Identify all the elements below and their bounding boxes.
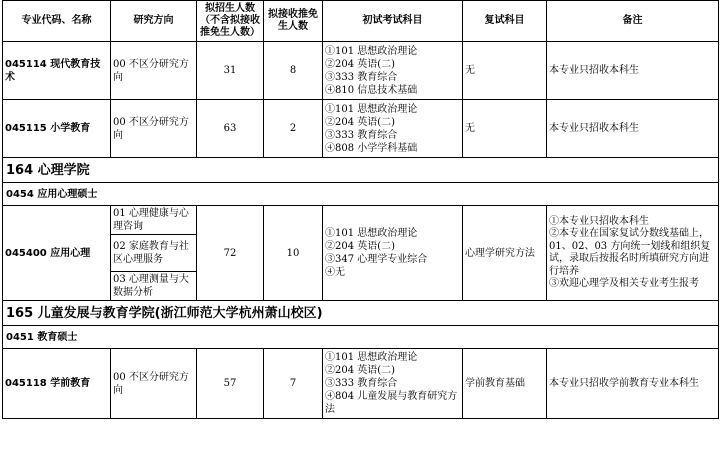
recommend-count: 2 <box>264 100 323 158</box>
note: 本专业只招收学前教育专业本科生 <box>547 349 719 419</box>
research-direction: 03 心理测量与大数据分析 <box>111 272 197 301</box>
exam-subject: ①101 思想政治理论 <box>325 45 418 57</box>
retest-subject: 无 <box>463 42 547 100</box>
exam-subject: ④804 儿童发展与教育研究方法 <box>325 391 458 415</box>
plan-count: 72 <box>197 206 264 301</box>
exam-subject: ③333 教育综合 <box>325 378 398 389</box>
retest-subject: 无 <box>463 100 547 158</box>
exam-subject: ③333 教育综合 <box>325 71 398 83</box>
exam-subject: ④808 小学学科基础 <box>325 142 418 154</box>
exam-subject: ①101 思想政治理论 <box>325 228 418 239</box>
note: 本专业只招收本科生 <box>547 42 719 100</box>
category-row <box>3 183 719 206</box>
college-title: 164 心理学院 <box>3 158 719 183</box>
college-row <box>3 158 719 183</box>
exam-subjects <box>323 206 463 301</box>
header-direction: 研究方向 <box>111 1 197 42</box>
college-row <box>3 301 719 326</box>
exam-subject: ③333 教育综合 <box>325 129 398 141</box>
retest-subject: 心理学研究方法 <box>463 206 547 301</box>
exam-subject: ②204 英语(二) <box>325 241 396 252</box>
exam-subject: ②204 英语(二) <box>325 365 396 376</box>
exam-subject: ②204 英语(二) <box>325 58 396 70</box>
exam-subject: ④810 信息技术基础 <box>325 84 418 96</box>
exam-subjects <box>323 100 463 158</box>
category-title: 0451 教育硕士 <box>3 326 719 349</box>
exam-subject: ①101 思想政治理论 <box>325 352 418 363</box>
note-line: ①本专业只招收本科生 <box>549 215 649 227</box>
header-retest: 复试科目 <box>463 1 547 42</box>
header-code: 专业代码、名称 <box>3 1 111 42</box>
major-code-name: 045115 小学教育 <box>3 100 111 158</box>
admissions-table <box>2 0 719 419</box>
exam-subject: ①101 思想政治理论 <box>325 103 418 115</box>
note-line: ②本专业在国家复试分数线基础上，01、02、03 方向统一划线和组织复试，录取后按报名时所填研究方向进行培养 <box>549 228 711 277</box>
exam-subject: ②204 英语(二) <box>325 116 396 128</box>
major-code-name: 045400 应用心理 <box>3 206 111 301</box>
exam-subject: ④无 <box>325 267 345 278</box>
note: 本专业只招收本科生 <box>547 100 719 158</box>
plan-count: 63 <box>197 100 264 158</box>
category-title: 0454 应用心理硕士 <box>3 183 719 206</box>
category-row <box>3 326 719 349</box>
recommend-count: 7 <box>264 349 323 419</box>
plan-count: 57 <box>197 349 264 419</box>
exam-subject: ③347 心理学专业综合 <box>325 254 428 265</box>
table-row <box>3 100 719 158</box>
major-code-name: 045118 学前教育 <box>3 349 111 419</box>
exam-subjects <box>323 349 463 419</box>
retest-subject: 学前教育基础 <box>463 349 547 419</box>
header-recommend: 拟接收推免生人数 <box>264 1 323 42</box>
exam-subjects <box>323 42 463 100</box>
plan-count: 31 <box>197 42 264 100</box>
note <box>547 206 719 301</box>
recommend-count: 8 <box>264 42 323 100</box>
table-row <box>3 42 719 100</box>
college-title: 165 儿童发展与教育学院(浙江师范大学杭州萧山校区) <box>3 301 719 326</box>
research-direction: 00 不区分研究方向 <box>111 349 197 419</box>
table-row <box>3 206 719 235</box>
header-plan: 拟招生人数（不含拟接收推免生人数） <box>197 1 264 42</box>
major-code-name: 045114 现代教育技术 <box>3 42 111 100</box>
header-row <box>3 1 719 42</box>
recommend-count: 10 <box>264 206 323 301</box>
research-direction: 02 家庭教育与社区心理服务 <box>111 235 197 272</box>
research-direction: 01 心理健康与心理咨询 <box>111 206 197 235</box>
table-row <box>3 349 719 419</box>
research-direction: 00 不区分研究方向 <box>111 100 197 158</box>
note-line: ③欢迎心理学及相关专业考生报考 <box>549 278 699 289</box>
header-exam: 初试考试科目 <box>323 1 463 42</box>
research-direction: 00 不区分研究方向 <box>111 42 197 100</box>
header-note: 备注 <box>547 1 719 42</box>
